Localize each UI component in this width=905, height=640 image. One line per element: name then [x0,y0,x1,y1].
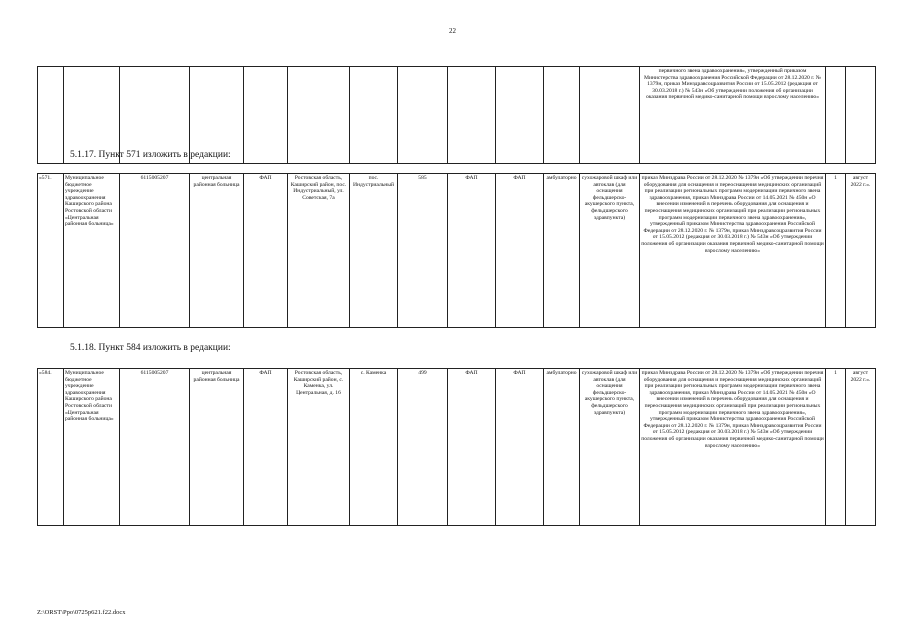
row-number: «584. [38,369,64,526]
address-cell: Ростовская область, Каширский район, пос. Индустриальный, ул. Советская, 7а [288,174,350,328]
organization-cell: Муниципальное бюджетное учреждение здравоохранения Каширского района Ростовской области «Центральная районная больница» [64,174,120,328]
facility-type-cell: центральная районная больница [190,369,244,526]
date-cell: август 2022 г.». [846,174,876,328]
row-584-table [37,368,876,526]
row-number: «571. [38,174,64,328]
equipment-cell: сухожаровой шкаф или автоклав (для оснащения фельдшерско-акушерского пункта, фельдшерского здравпункта) [580,174,640,328]
fap-cell: ФАП [244,174,288,328]
care-type-cell: амбулаторно [544,174,580,328]
table-row [38,369,876,526]
population-cell: 499 [398,369,448,526]
doc-cell: первичного звена здравоохранения», утвержденный приказом Министерства здравоохранения Российской Федерации от 28.12.2020 г. № 1379н, приказ Минздравсоцразвития России от 15.05.2012 (редакция от 30.03.2018 г.) № 543н «Об утверждении положения об организации оказания первичной медико-санитарной помощи взрослому населению» [640,67,826,164]
organization-cell: Муниципальное бюджетное учреждение здравоохранения Каширского района Ростовской области «Центральная районная больница» [64,369,120,526]
fap-cell: ФАП [496,369,544,526]
fap-cell: ФАП [448,369,496,526]
page-number: 22 [449,27,456,35]
settlement-cell: пос. Индустриальный [350,174,398,328]
inn-cell: 6115005207 [120,369,190,526]
fap-cell: ФАП [448,174,496,328]
section-heading-5-1-17: 5.1.17. Пункт 571 изложить в редакции: [70,150,231,160]
date-cell: август 2022 г.». [846,369,876,526]
quantity-cell: 1 [826,174,846,328]
care-type-cell: амбулаторно [544,369,580,526]
file-path-footer: Z:\ORST\Ppo\0725p621.f22.docx [37,609,126,616]
population-cell: 585 [398,174,448,328]
address-cell: Ростовская область, Каширский район, с. Каменка, ул. Центральная, д. 16 [288,369,350,526]
section-heading-5-1-18: 5.1.18. Пункт 584 изложить в редакции: [70,343,231,353]
facility-type-cell: центральная районная больница [190,174,244,328]
table-row [38,67,876,164]
equipment-cell: сухожаровой шкаф или автоклав (для оснащения фельдшерско-акушерского пункта, фельдшерского здравпункта) [580,369,640,526]
settlement-cell: с. Каменка [350,369,398,526]
doc-cell: приказ Минздрава России от 28.12.2020 № 1379н «Об утверждении перечня оборудования для оснащения и переоснащения медицинских организаций при реализации региональных программ модернизации первичного звена здравоохранения, приказ Минздрава России от 14.05.2021 № 450н «О внесении изменений в перечень оборудования для оснащения и переоснащения медицинских организаций при реализации региональных программ модернизации первичного звена здравоохранения», утвержденный приказом Министерства здравоохранения Российской Федерации от 28.12.2020 г. № 1379н, приказ Минздравсоцразвития России от 15.05.2012 (редакция от 30.03.2018 г.) № 543н «Об утверждении положения об организации оказания первичной медико-санитарной помощи взрослому населению» [640,174,826,328]
row-571-table [37,173,876,328]
doc-cell: приказ Минздрава России от 28.12.2020 № 1379н «Об утверждении перечня оборудования для оснащения и переоснащения медицинских организаций при реализации региональных программ модернизации первичного звена здравоохранения, приказ Минздрава России от 14.05.2021 № 450н «О внесении изменений в перечень оборудования для оснащения и переоснащения медицинских организаций при реализации региональных программ модернизации первичного звена здравоохранения», утвержденный приказом Министерства здравоохранения Российской Федерации от 28.12.2020 г. № 1379н, приказ Минздравсоцразвития России от 15.05.2012 (редакция от 30.03.2018 г.) № 543н «Об утверждении положения об организации оказания первичной медико-санитарной помощи взрослому населению» [640,369,826,526]
inn-cell: 6115005207 [120,174,190,328]
fap-cell: ФАП [496,174,544,328]
table-row [38,174,876,328]
quantity-cell: 1 [826,369,846,526]
fap-cell: ФАП [244,369,288,526]
